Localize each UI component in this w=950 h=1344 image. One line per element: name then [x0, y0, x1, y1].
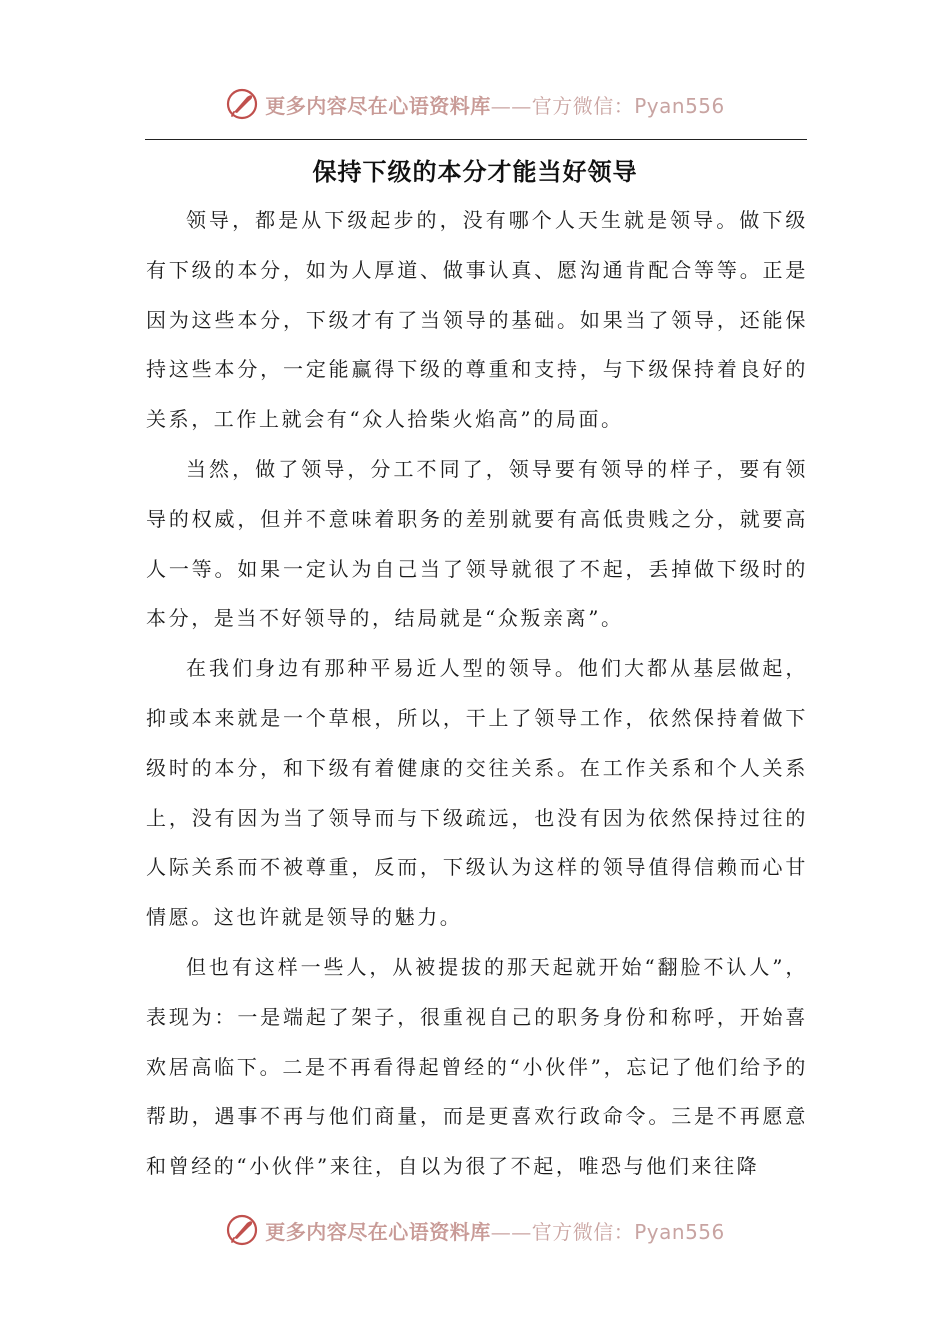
watermark-separator: —— [490, 93, 532, 118]
quill-pen-logo-icon [225, 87, 259, 121]
footer-watermark [0, 1208, 950, 1252]
paragraph-2: 当然，做了领导，分工不同了，领导要有领导的样子，要有领导的权威，但并不意味着职务的差别就要有高低贵贱之分，就要高人一等。如果一定认为自己当了领导就很了不起，丢掉做下级时的本分，是当不好领导的，结局就是“众叛亲离”。 [146, 456, 808, 631]
paragraph-3: 在我们身边有那种平易近人型的领导。他们大都从基层做起，抑或本来就是一个草根，所以，干上了领导工作，依然保持着做下级时的本分，和下级有着健康的交往关系。在工作关系和个人关系上，没有因为当了领导而与下级疏远，也没有因为依然保持过往的人际关系而不被尊重，反而，下级认为这样的领导值得信赖而心甘情愿。这也许就是领导的魅力。 [146, 656, 808, 930]
quill-pen-logo-icon [225, 1213, 259, 1247]
document-body [146, 196, 808, 1192]
paragraph-1: 领导，都是从下级起步的，没有哪个人天生就是领导。做下级有下级的本分，如为人厚道、做事认真、愿沟通肯配合等等。正是因为这些本分，下级才有了当领导的基础。如果当了领导，还能保持这些本分，一定能赢得下级的尊重和支持，与下级保持着良好的关系，工作上就会有“众人拾柴火焰高”的局面。 [146, 208, 808, 432]
watermark-wechat-id: Pyan556 [634, 93, 725, 118]
watermark-brand: 更多内容尽在心语资料库 [265, 1219, 491, 1244]
watermark-official-label: 官方微信： [531, 93, 635, 118]
watermark-wechat-id: Pyan556 [634, 1219, 725, 1244]
header-watermark [0, 82, 950, 126]
header-divider [145, 139, 807, 140]
watermark-separator: —— [490, 1219, 532, 1244]
watermark-official-label: 官方微信： [531, 1219, 635, 1244]
watermark-brand: 更多内容尽在心语资料库 [265, 93, 491, 118]
watermark-text [265, 1216, 725, 1245]
document-title: 保持下级的本分才能当好领导 [312, 158, 638, 186]
watermark-text [265, 90, 725, 119]
paragraph-4: 但也有这样一些人，从被提拔的那天起就开始“翻脸不认人”，表现为：一是端起了架子，很重视自己的职务身份和称呼，开始喜欢居高临下。二是不再看得起曾经的“小伙伴”，忘记了他们给予的帮助，遇事不再与他们商量，而是更喜欢行政命令。三是不再愿意和曾经的“小伙伴”来往，自以为很了不起，唯恐与他们来往降 [146, 954, 808, 1179]
